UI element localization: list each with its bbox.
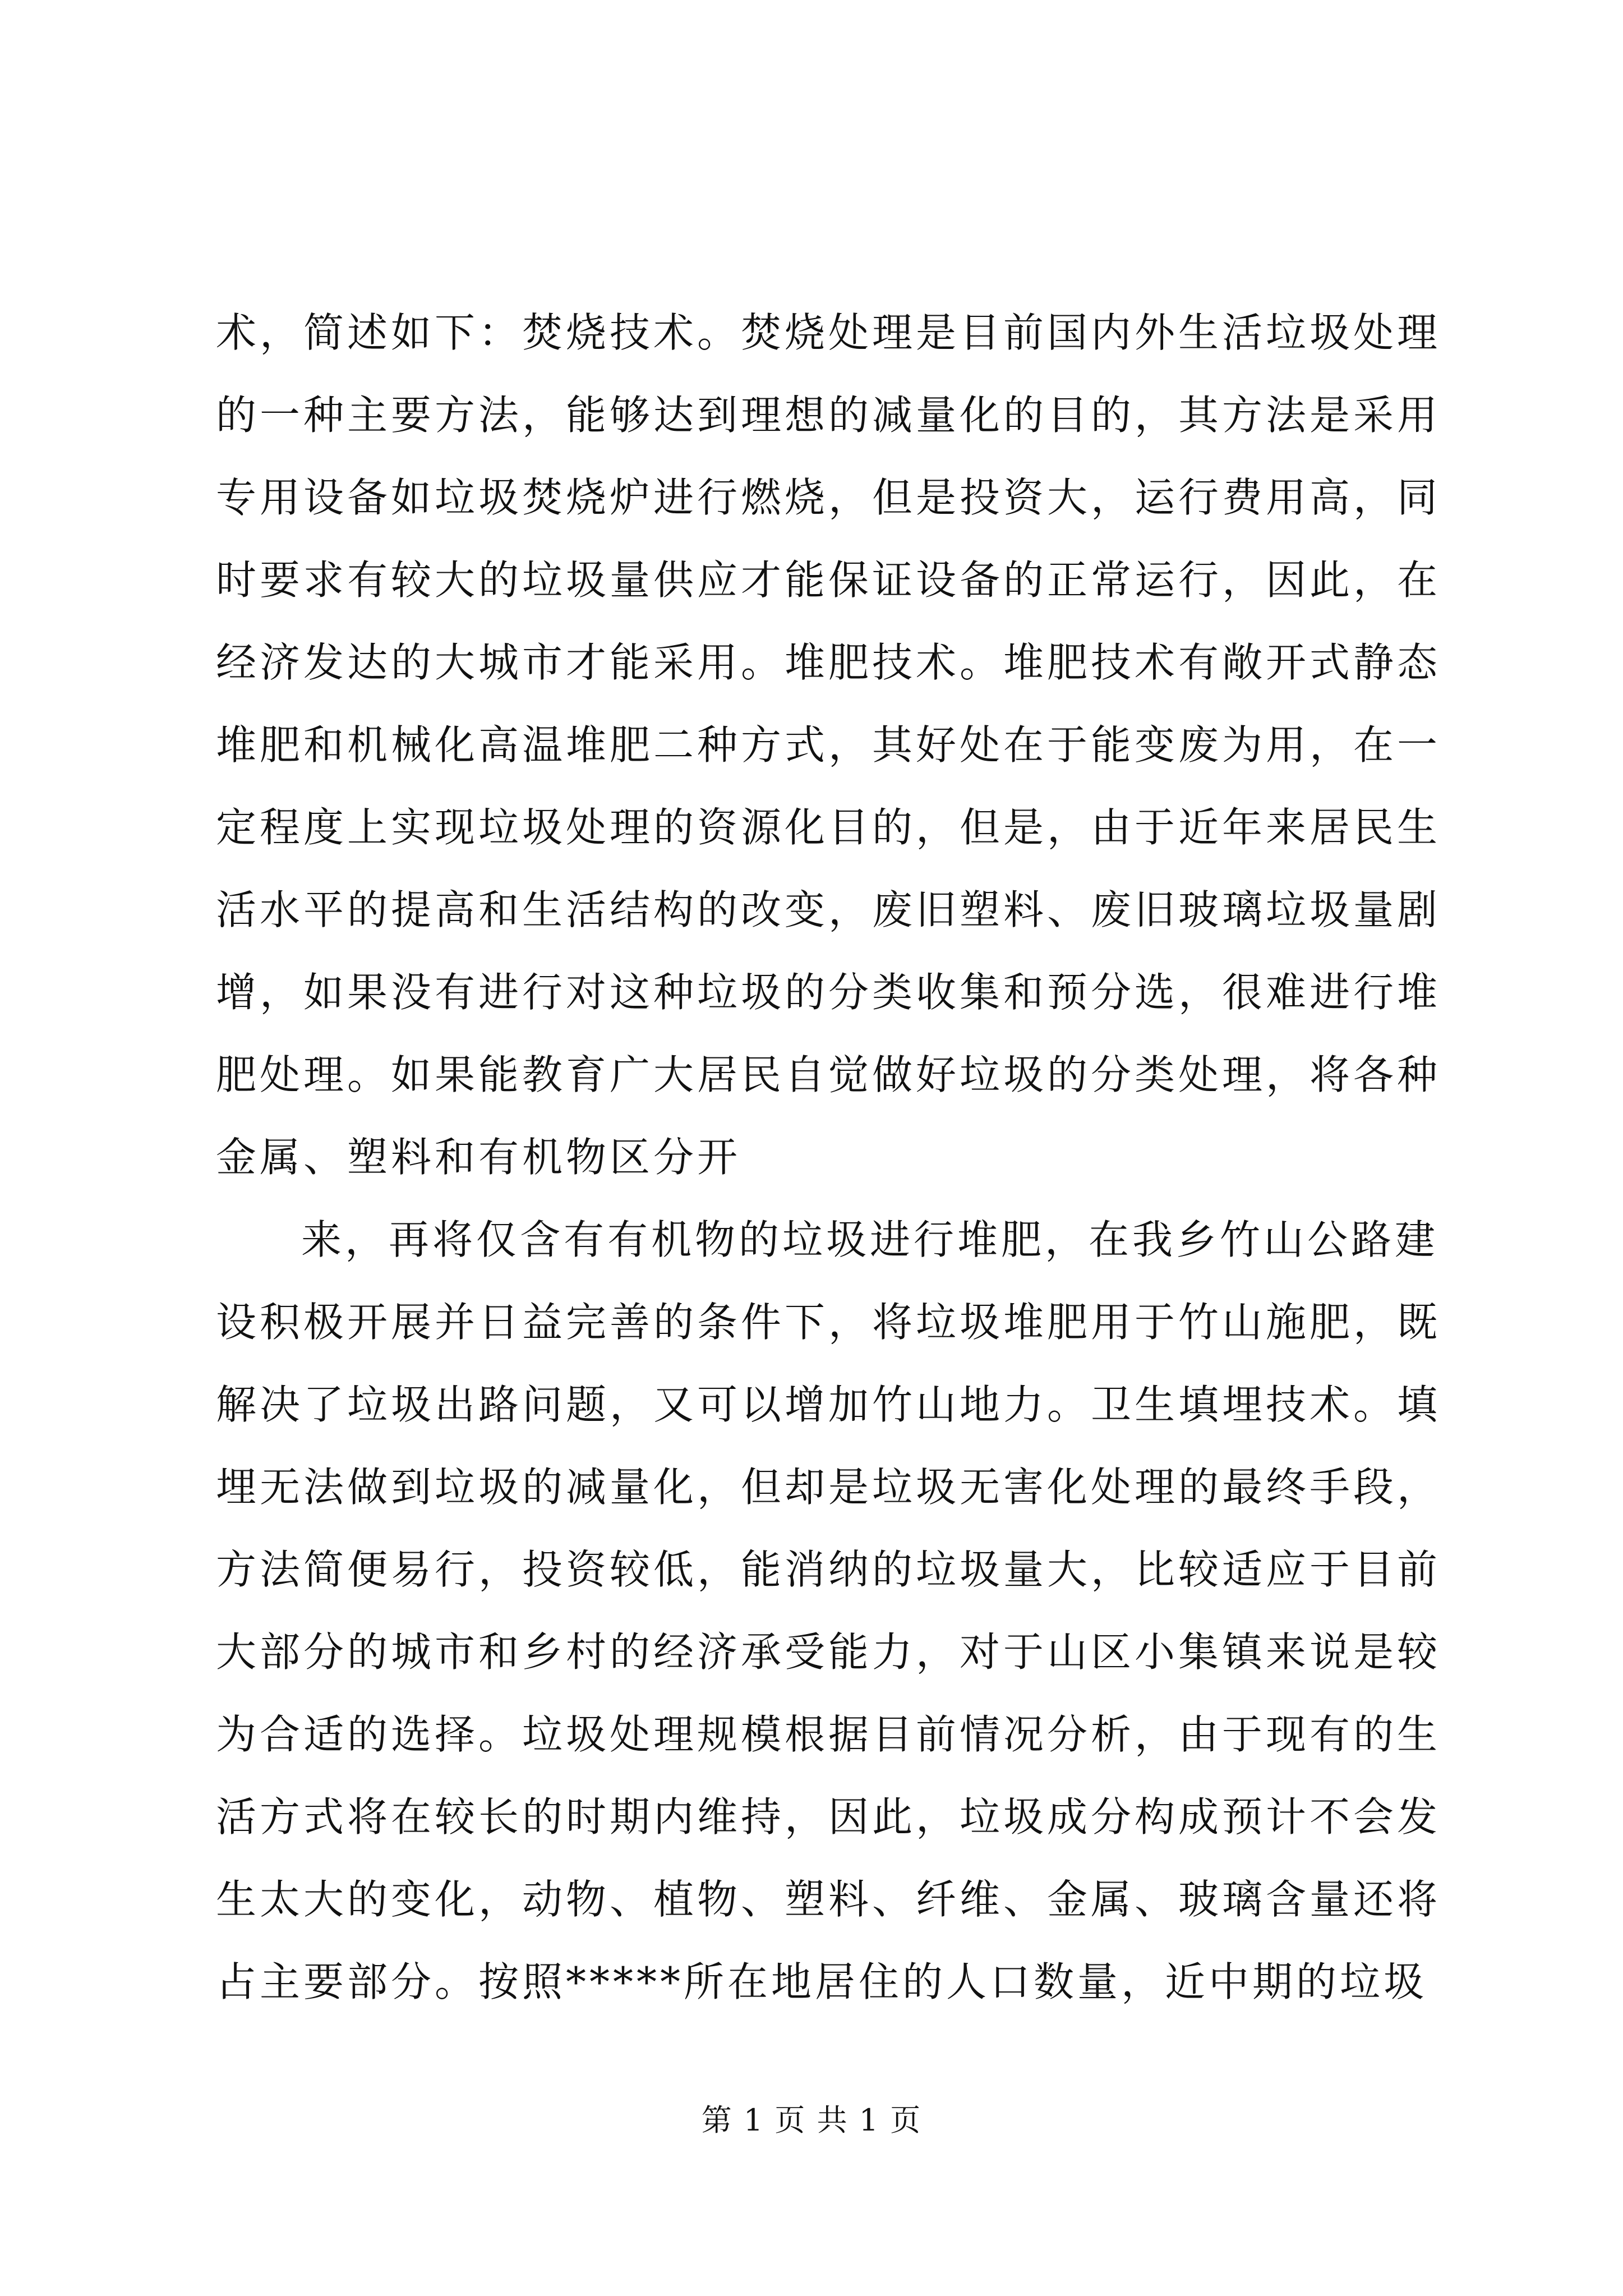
document-body xyxy=(216,292,1441,2023)
page-footer xyxy=(0,2101,1623,2140)
text-line: 堆肥和机械化高温堆肥二种方式，其好处在于能变废为用，在一 xyxy=(216,721,1441,769)
text-line: 时要求有较大的垃圾量供应才能保证设备的正常运行，因此，在 xyxy=(216,556,1441,604)
text-line: 设积极开展并日益完善的条件下，将垃圾堆肥用于竹山施肥，既 xyxy=(216,1299,1441,1346)
text-line: 方法简便易行，投资较低，能消纳的垃圾量大，比较适应于目前 xyxy=(216,1546,1441,1593)
text-line: 大部分的城市和乡村的经济承受能力，对于山区小集镇来说是较 xyxy=(216,1628,1441,1676)
text-line: 术，简述如下：焚烧技术。焚烧处理是目前国内外生活垃圾处理 xyxy=(216,309,1441,356)
text-line: 增，如果没有进行对这种垃圾的分类收集和预分选，很难进行堆 xyxy=(216,969,1441,1016)
text-line: 专用设备如垃圾焚烧炉进行燃烧，但是投资大，运行费用高，同 xyxy=(216,474,1441,521)
paragraph-first-line: 来，再将仅含有有机物的垃圾进行堆肥，在我乡竹山公路建 xyxy=(301,1216,1439,1263)
text-line: 生太大的变化，动物、植物、塑料、纤维、金属、玻璃含量还将 xyxy=(216,1876,1441,1923)
text-line: 活方式将在较长的时期内维持，因此，垃圾成分构成预计不会发 xyxy=(216,1793,1441,1841)
text-line: 经济发达的大城市才能采用。堆肥技术。堆肥技术有敞开式静态 xyxy=(216,639,1441,686)
text-line: 占主要部分。按照*****所在地居住的人口数量，近中期的垃圾 xyxy=(216,1958,1428,2005)
text-line: 为合适的选择。垃圾处理规模根据目前情况分析，由于现有的生 xyxy=(216,1711,1441,1758)
text-line: 的一种主要方法，能够达到理想的减量化的目的，其方法是采用 xyxy=(216,392,1441,439)
text-line: 金属、塑料和有机物区分开 xyxy=(216,1134,741,1181)
text-line: 活水平的提高和生活结构的改变，废旧塑料、废旧玻璃垃圾量剧 xyxy=(216,886,1441,933)
text-line: 埋无法做到垃圾的减量化，但却是垃圾无害化处理的最终手段， xyxy=(216,1464,1441,1511)
text-line: 定程度上实现垃圾处理的资源化目的，但是，由于近年来居民生 xyxy=(216,804,1441,851)
text-line: 解决了垃圾出路问题，又可以增加竹山地力。卫生填埋技术。填 xyxy=(216,1381,1441,1428)
page-number-label: 第 1 页 共 1 页 xyxy=(701,2102,922,2138)
text-line: 肥处理。如果能教育广大居民自觉做好垃圾的分类处理，将各种 xyxy=(216,1051,1441,1098)
